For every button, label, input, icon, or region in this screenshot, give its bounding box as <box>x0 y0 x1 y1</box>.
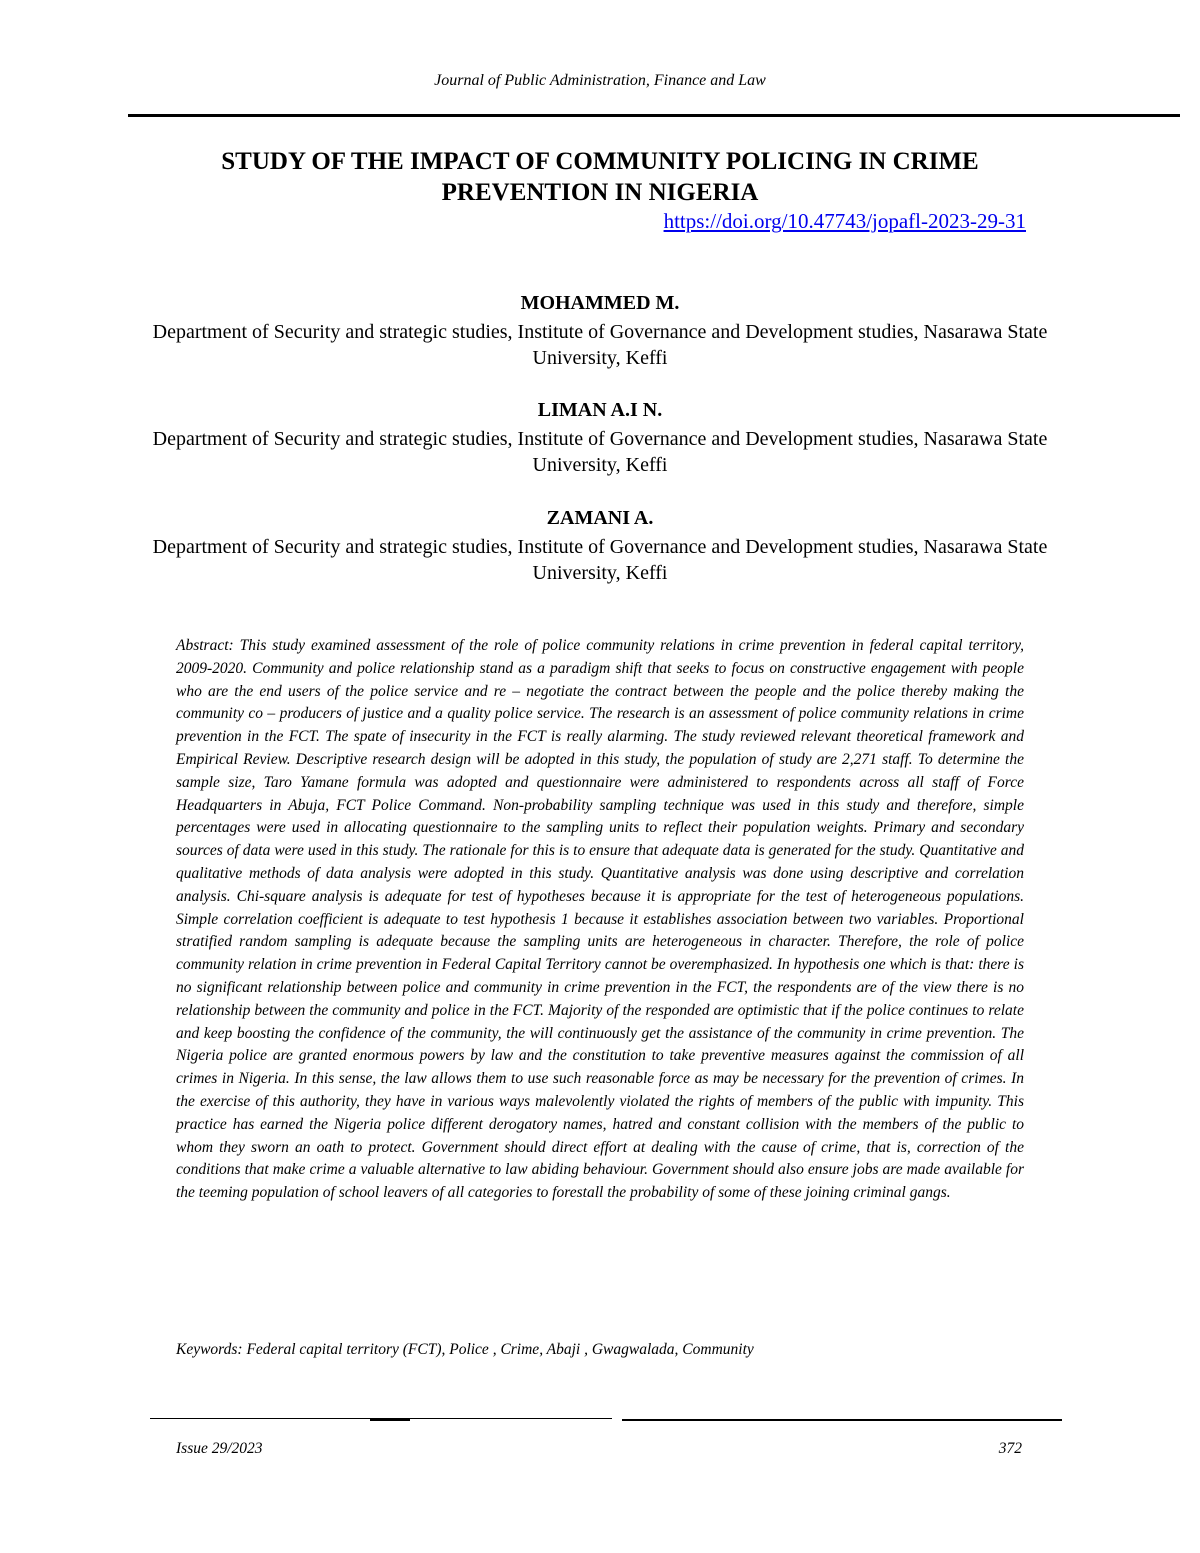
keywords-text: Keywords: Federal capital territory (FCT), Police , Crime, Abaji , Gwagwalada, Community <box>176 1341 754 1358</box>
author-name: ZAMANI A. <box>546 507 654 529</box>
author-name: LIMAN A.I N. <box>537 399 663 421</box>
author-affiliation: Department of Security and strategic studies, Institute of Governance and Development studies, Nasarawa State University, Keffi <box>152 536 1048 584</box>
author-affiliation: Department of Security and strategic studies, Institute of Governance and Development studies, Nasarawa State University, Keffi <box>152 321 1048 369</box>
doi-link[interactable]: https://doi.org/10.47743/jopafl-2023-29-31 <box>663 209 1026 233</box>
author-block-3 <box>150 505 1050 586</box>
author-block-1 <box>150 290 1050 371</box>
journal-header: Journal of Public Administration, Finance and Law <box>434 72 766 89</box>
author-block-2 <box>150 397 1050 478</box>
page-number: 372 <box>998 1440 1022 1457</box>
article-title: STUDY OF THE IMPACT OF COMMUNITY POLICING IN CRIME PREVENTION IN NIGERIA <box>221 148 979 206</box>
issue-number: Issue 29/2023 <box>176 1440 263 1457</box>
author-affiliation: Department of Security and strategic studies, Institute of Governance and Development studies, Nasarawa State University, Keffi <box>152 428 1048 476</box>
footer-divider-accent <box>370 1418 410 1421</box>
author-name: MOHAMMED M. <box>520 292 680 314</box>
header-divider <box>128 114 1180 117</box>
footer-divider-right <box>622 1419 1062 1421</box>
abstract-text: Abstract: This study examined assessment of the role of police community relations in crime prevention in federal capital territory, 2009-2020. Community and police relationship stand as a paradigm shift that seeks to focus on constructive engagement with people who are the end users of the police service and re – negotiate the contract between the people and the police thereby making the community co – producers of justice and a quality police service. The research is an assessment of police community relations in crime prevention in the FCT. The spate of insecurity in the FCT is really alarming. The study reviewed relevant theoretical framework and Empirical Review. Descriptive research design will be adopted in this study, the population of study are 2,271 staff. To determine the sample size, Taro Yamane formula was adopted and questionnaire were administered to respondents across all staff of Force Headquarters in Abuja, FCT Police Command. Non-probability sampling technique was used in this study and therefore, simple percentages were used in allocating questionnaire to the sampling units to reflect their population weights. Primary and secondary sources of data were used in this study. The rationale for this is to ensure that adequate data is generated for the study. Quantitative and qualitative methods of data analysis were adopted in this study. Quantitative analysis was done using descriptive and correlation analysis. Chi-square analysis is adequate for test of hypotheses because it is appropriate for the test of heterogeneous populations. Simple correlation coefficient is adequate to test hypothesis 1 because it establishes association between two variables. Proportional stratified random sampling is adequate because the sampling units are heterogeneous in character. Therefore, the role of police community relation in crime prevention in Federal Capital Territory cannot be overemphasized. In hypothesis one which is that: there is no significant relationship between police and community in crime prevention in the FCT, the respondents are of the view there is no relationship between the community and police in the FCT. Majority of the responded are optimistic that if the police continues to relate and keep boosting the confidence of the community, the will continuously get the assistance of the community in crime prevention. The Nigeria police are granted enormous powers by law and the constitution to take preventive measures against the commission of all crimes in Nigeria. In this sense, the law allows them to use such reasonable force as may be necessary for the prevention of crimes. In the exercise of this authority, they have in various ways malevolently violated the rights of members of the public with impunity. This practice has earned the Nigeria police different derogatory names, hatred and constant collision with the members of the public to whom they sworn an oath to protect. Government should direct effort at dealing with the cause of crime, that is, correction of the conditions that make crime a valuable alternative to law abiding behaviour. Government should also ensure jobs are made available for the teeming population of school leavers of all categories to forestall the probability of some of these joining criminal gangs. <box>176 637 1024 1202</box>
